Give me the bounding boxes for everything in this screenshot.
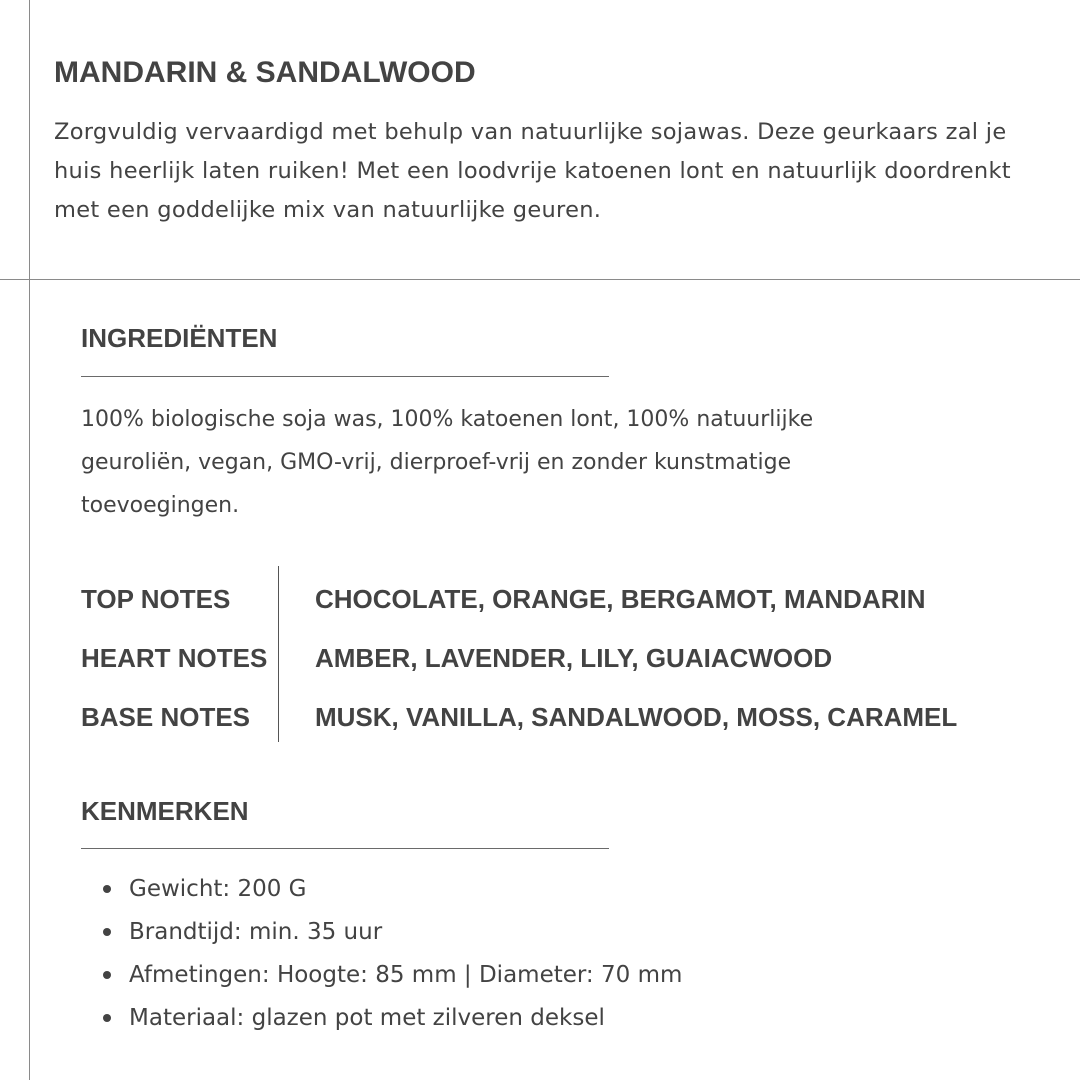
features-list: [100, 868, 682, 1040]
list-item: [100, 954, 682, 997]
base-notes-value: MUSK, VANILLA, SANDALWOOD, MOSS, CARAMEL: [315, 702, 958, 732]
top-notes-value: CHOCOLATE, ORANGE, BERGAMOT, MANDARIN: [315, 584, 926, 614]
ingredients-text: 100% biologische soja was, 100% katoenen lont, 100% natuurlijke geuroliën, vegan, GMO-vrij, dierproef-vrij en zonder kunstmatige toevoegingen.: [81, 407, 814, 518]
section-divider-line: [0, 279, 1080, 280]
bullet-icon: [103, 928, 111, 936]
notes-divider: [278, 566, 279, 742]
list-item: [100, 911, 682, 954]
heart-notes-label: HEART NOTES: [81, 643, 268, 673]
bullet-icon: [103, 971, 111, 979]
list-item: [100, 997, 682, 1040]
bullet-icon: [103, 1014, 111, 1022]
bullet-icon: [103, 885, 111, 893]
features-underline: [81, 848, 609, 849]
features-heading: KENMERKEN: [81, 796, 249, 826]
list-item: [100, 868, 682, 911]
ingredients-heading: INGREDIËNTEN: [81, 323, 278, 353]
product-description: Zorgvuldig vervaardigd met behulp van natuurlijke sojawas. Deze geurkaars zal je huis heerlijk laten ruiken! Met een loodvrije katoenen lont en natuurlijk doordrenkt met een goddelijke mix van natuurlijke geuren.: [54, 119, 1011, 223]
feature-material: Materiaal: glazen pot met zilveren deksel: [129, 1005, 605, 1031]
feature-weight: Gewicht: 200 G: [129, 876, 307, 902]
left-border-line: [29, 0, 30, 1080]
ingredients-underline: [81, 376, 609, 377]
feature-dimensions: Afmetingen: Hoogte: 85 mm | Diameter: 70 mm: [129, 962, 683, 988]
base-notes-label: BASE NOTES: [81, 702, 251, 732]
heart-notes-value: AMBER, LAVENDER, LILY, GUAIACWOOD: [315, 643, 833, 673]
feature-burn-time: Brandtijd: min. 35 uur: [129, 919, 383, 945]
top-notes-label: TOP NOTES: [81, 584, 231, 614]
product-title: MANDARIN & SANDALWOOD: [54, 56, 476, 89]
